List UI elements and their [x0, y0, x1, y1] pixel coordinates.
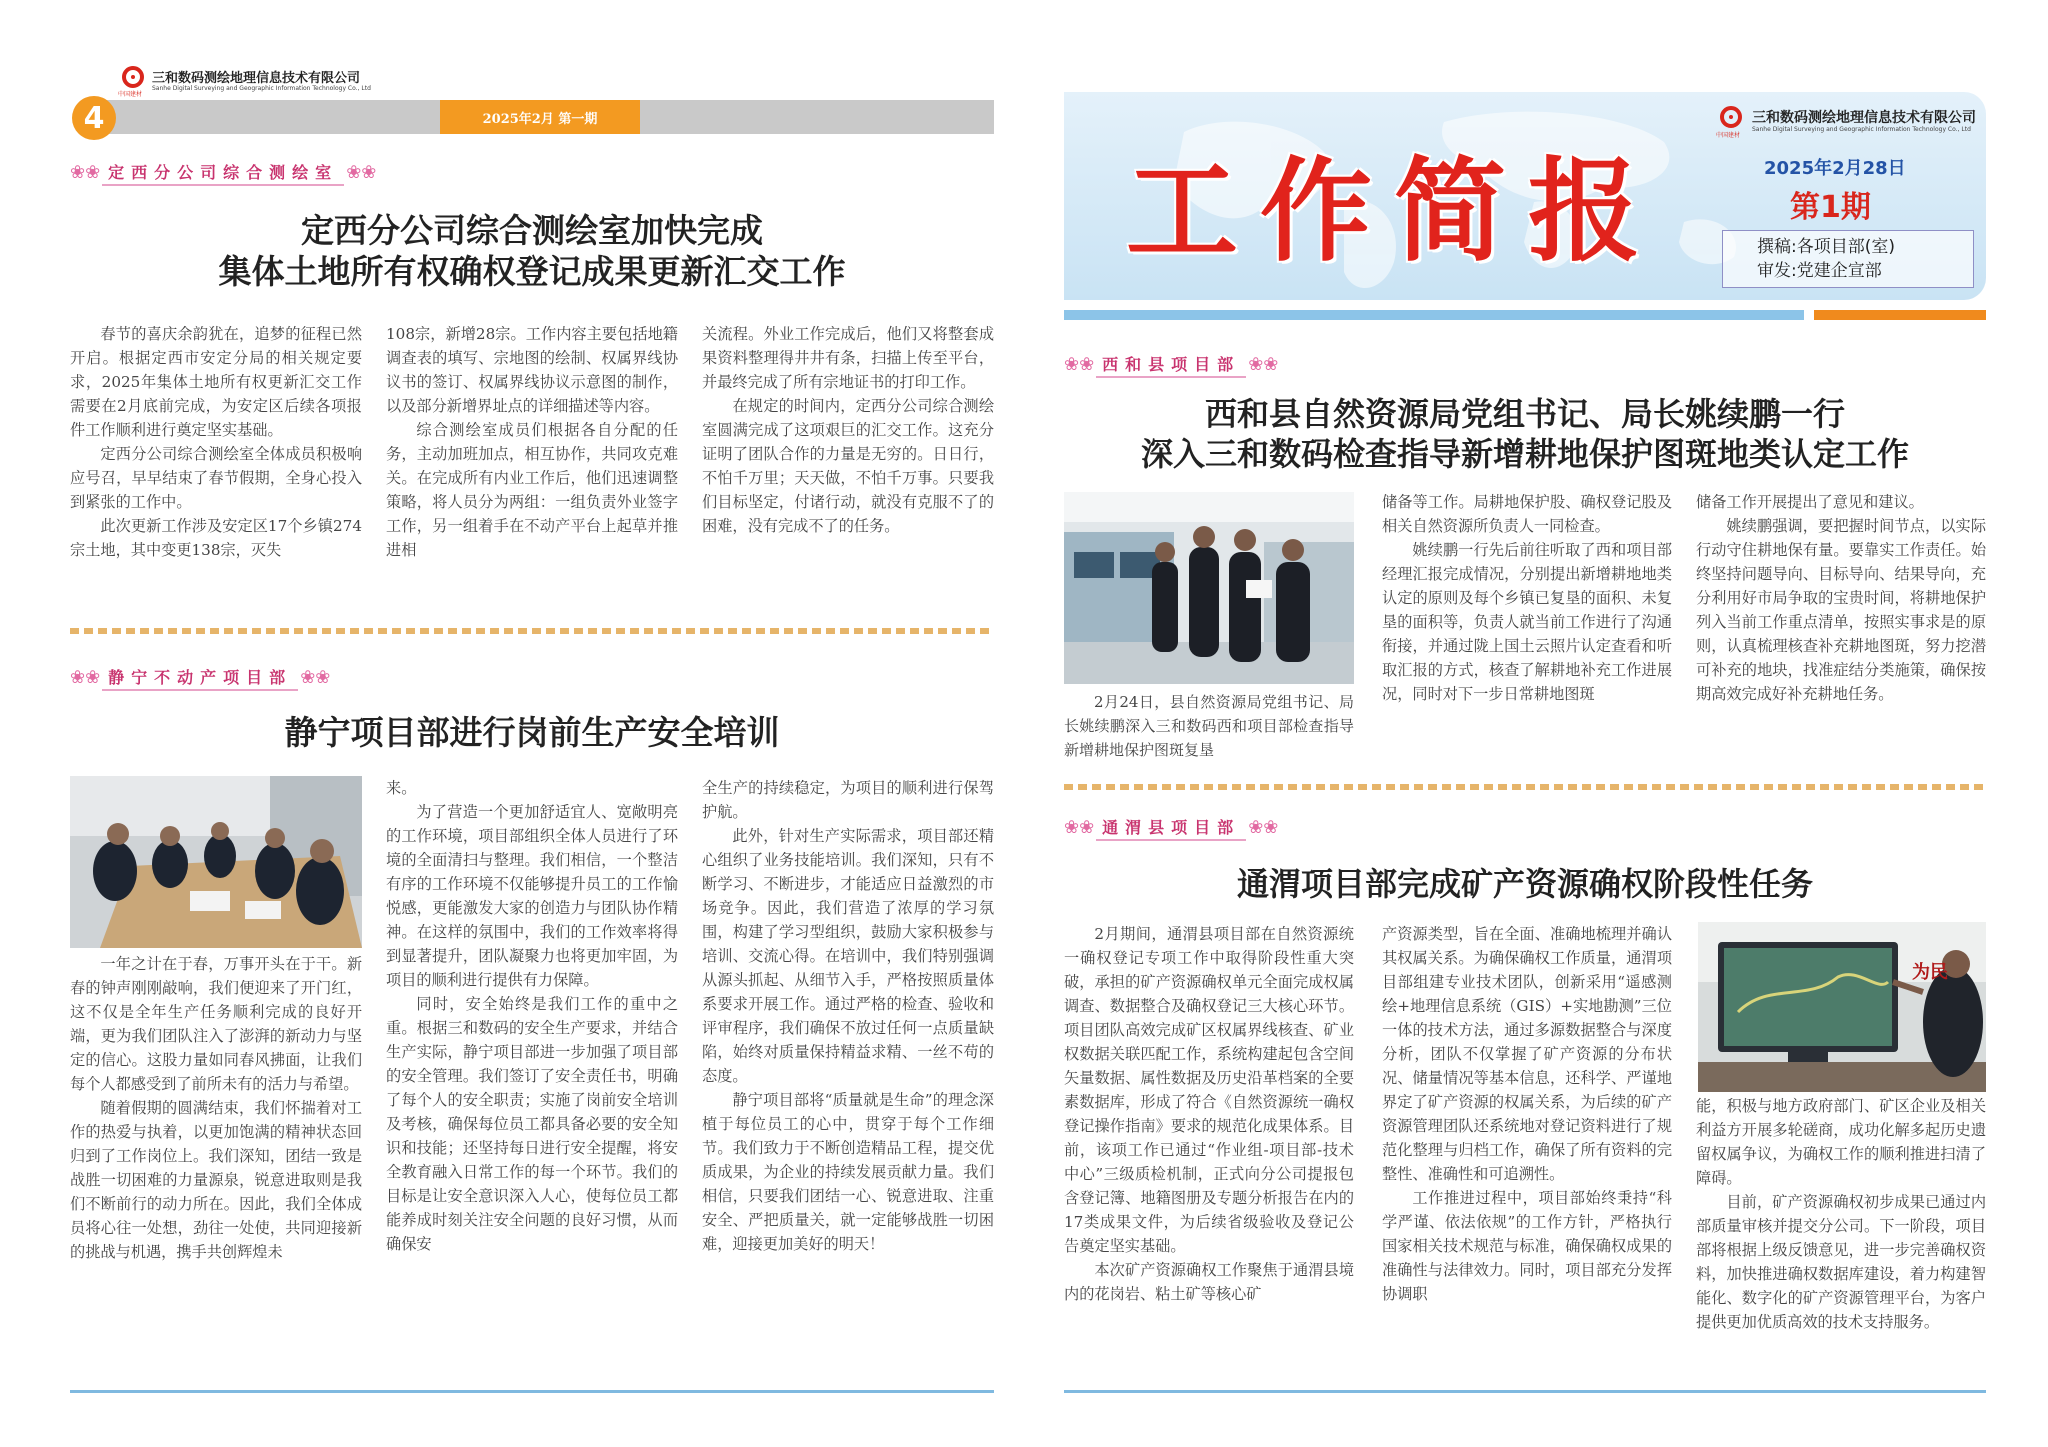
company-logo-icon	[122, 66, 144, 88]
flower-ornament-icon: ❀❀	[346, 162, 377, 183]
article-column: 来。 为了营造一个更加舒适宜人、宽敞明亮的工作环境，项目部组织全体人员进行了环境的全面清扫与整理。我们相信，一个整洁有序的工作环境不仅能够提升员工的工作愉悦感，更能激发大家的创造力与团队协作精神。在这样的氛围中，我们的工作效率将得到显著提升，团队凝聚力也将更加牢固，为项目的顺利进行提供有力保障。 同时，安全始终是我们工作的重中之重。根据三和数码的安全生产要求，并结合生产实际，静宁项目部进一步加强了项目部的安全管理。我们签订了安全责任书，明确了每个人的安全职责；实施了岗前安全培训及考核，确保每位员工都具备必要的安全知识和技能；还坚持每日进行安全提醒，将安全教育融入日常工作的每一个环节。我们的目标是让安全意识深入人心，使每位员工都能养成时刻关注安全问题的良好习惯，从而确保安	[386, 779, 678, 1253]
flower-ornament-icon: ❀❀	[1248, 354, 1279, 375]
article-title-jingning: 静宁项目部进行岗前生产安全培训	[284, 713, 780, 752]
author-line: 撰稿:各项目部(室)	[1757, 237, 1895, 257]
article-column: 春节的喜庆余韵犹在，追梦的征程已然开启。根据定西市安定分局的相关规定要求，2025年集体土地所有权更新汇交工作需要在2月底前完成，为安定区后续各项报件工作顺利进行奠定坚实基础。 定西分公司综合测绘室全体成员积极响应号召，早早结束了春节假期，全身心投入到紧张的工作中。 此次更新工作涉及安定区17个乡镇274宗土地，其中变更138宗，灭失	[70, 325, 362, 559]
photo-inspection	[1064, 492, 1354, 684]
meeting-photo-image	[70, 776, 362, 948]
section-divider	[70, 628, 994, 634]
section-divider	[1064, 784, 1986, 790]
flower-ornament-icon: ❀❀	[1248, 817, 1279, 838]
page-number: 4	[72, 96, 116, 140]
bottom-rule-right	[1064, 1390, 1986, 1393]
flower-ornament-icon: ❀❀	[300, 667, 331, 688]
company-name-cn: 三和数码测绘地理信息技术有限公司	[1752, 110, 1976, 126]
article-title-dingxi: 定西分公司综合测绘室加快完成 集体土地所有权确权登记成果更新汇交工作	[218, 211, 846, 292]
article-column: 全生产的持续稳定，为项目的顺利进行保驾护航。 此外，针对生产实际需求，项目部还精心组织了业务技能培训。我们深知，只有不断学习、不断进步，才能适应日益激烈的市场竞争。因此，我们营造了浓厚的学习氛围，构建了学习型组织，鼓励大家积极参与培训、交流心得。在培训中，我们特别强调从源头抓起、从细节入手，严格按照质量体系要求开展工作。通过严格的检查、验收和评审程序，我们确保不放过任何一点质量缺陷，始终对质量保持精益求精、一丝不苟的态度。 静宁项目部将“质量就是生命”的理念深植于每位员工的心中，贯穿于每个工作细节。我们致力于不断创造精品工程，提交优质成果，为企业的持续发展贡献力量。我们相信，只要我们团结一心、锐意进取、注重安全、严把质量关，就一定能够战胜一切困难，迎接更加美好的明天！	[702, 779, 994, 1253]
article-column: 108宗，新增28宗。工作内容主要包括地籍调查表的填写、宗地图的绘制、权属界线协议书的签订、权属界线协议示意图的制作，以及部分新增界址点的详细描述等内容。 综合测绘室成员们根据各自分配的任务，主动加班加点，相互协作，共同攻克难关。在完成所有内业工作后，他们迅速调整策略，将人员分为两组：一组负责外业签字工作，另一组着手在不动产平台上起草并推进相	[386, 325, 678, 559]
article-column: 储备工作开展提出了意见和建议。 姚续鹏强调，要把握时间节点，以实际行动守住耕地保有量。要靠实工作责任。始终坚持问题导向、目标导向、结果导向，充分利用好市局争取的宝贵时间，将耕地保护列入当前工作重点清单，按照实事求是的原则，认真梳理核查补充耕地图斑，努力挖潜可补充的地块，找准症结分类施策，确保按期高效完成好补充耕地任务。	[1696, 493, 1986, 703]
flower-ornament-icon: ❀❀	[1064, 817, 1095, 838]
photo-caption-xihe: 2月24日，县自然资源局党组书记、局长姚续鹏深入三和数码西和项目部检查指导新增耕地保护图斑复垦	[1064, 693, 1354, 759]
masthead-date: 2025年2月28日	[1764, 158, 1906, 179]
article-column: 2月期间，通渭县项目部在自然资源统一确权登记专项工作中取得阶段性重大突破，承担的矿产资源确权单元全面完成权属调查、数据整合及确权登记三大核心环节。项目团队高效完成矿区权属界线核查、矿业权数据关联匹配工作，系统构建起包含空间矢量数据、属性数据及历史沿革档案的全要素数据库，形成了符合《自然资源统一确权登记操作指南》要求的规范化成果体系。目前，该项工作已通过“作业组-项目部-技术中心”三级质检机制，正式向分公司提报包含登记簿、地籍图册及专题分析报告在内的17类成果文件，为后续省级验收及登记公告奠定坚实基础。 本次矿产资源确权工作聚焦于通渭县境内的花岗岩、粘土矿等核心矿	[1064, 925, 1354, 1303]
company-name-en: Sanhe Digital Surveying and Geographic Information Technology Co., Ltd	[152, 85, 371, 92]
masthead	[1064, 92, 1986, 300]
article-column: 关流程。外业工作完成后，他们又将整套成果资料整理得井井有条，扫描上传至平台，并最终完成了所有宗地证书的打印工作。 在规定的时间内，定西分公司综合测绘室圆满完成了这项艰巨的汇交工作。这充分证明了团队合作的力量是无穷的。日日行，不怕千万里；天天做，不怕千万事。只要我们目标坚定，付诸行动，就没有克服不了的困难，没有完成不了的任务。	[702, 325, 994, 535]
flower-ornament-icon: ❀❀	[1064, 354, 1095, 375]
inspection-photo-image	[1064, 492, 1354, 684]
photo-gis-screen	[1698, 922, 1986, 1092]
masthead-issue: 第1期	[1790, 190, 1871, 225]
article-column: 储备等工作。局耕地保护股、确权登记股及相关自然资源所负责人一同检查。 姚续鹏一行先后前往听取了西和项目部经理汇报完成情况，分别提出新增耕地地类认定的原则及每个乡镇已复垦的面积、未复垦的面积等，负责人就当前工作进行了沟通衔接，并通过陇上国土云照片认定查看和听取汇报的方式，核查了解耕地补充工作进展况，同时对下一步日常耕地图斑	[1382, 493, 1672, 703]
masthead-rule-blue	[1064, 310, 1804, 320]
company-name-cn: 三和数码测绘地理信息技术有限公司	[152, 71, 361, 86]
section-tag-label: 西和县项目部	[1096, 352, 1246, 378]
masthead-title: 工作简报	[1126, 147, 1662, 277]
article-column: 一年之计在于春，万事开头在于干。新春的钟声刚刚敲响，我们便迎来了开门红，这不仅是全年生产任务顺利完成的良好开端，更为我们团队注入了澎湃的新动力与坚定的信心。这股力量如同春风拂面，让我们每个人都感受到了前所未有的活力与希望。 随着假期的圆满结束，我们怀揣着对工作的热爱与执着，以更加饱满的精神状态回归到了工作岗位上。我们深知，团结一致是战胜一切困难的力量源泉，锐意进取则是我们不断前行的动力所在。因此，我们全体成员将心往一处想，劲往一处使，共同迎接新的挑战与机遇，携手共创辉煌未	[70, 955, 362, 1261]
gis-photo-image	[1698, 922, 1986, 1092]
photo-meeting	[70, 776, 362, 948]
company-logo-icon	[1720, 106, 1742, 128]
article-title-tongwei: 通渭项目部完成矿产资源确权阶段性任务	[1236, 865, 1813, 903]
masthead-rule-orange	[1814, 310, 1986, 320]
logo-sub-label: 中国建材	[1716, 132, 1741, 139]
section-tag-label: 定西分公司综合测绘室	[102, 160, 344, 186]
left-company-logo	[118, 66, 378, 96]
article-column: 产资源类型，旨在全面、准确地梳理并确认其权属关系。为确保确权工作质量，通渭项目部组建专业技术团队，创新采用“遥感测绘+地理信息系统（GIS）+实地勘测”三位一体的技术方法，通过多源数据整合与深度分析，团队不仅掌握了矿产资源的分布状况、储量情况等基本信息，还科学、严谨地界定了矿产资源的权属关系，为后续的矿产资源管理团队还系统地对登记资料进行了规范化整理与归档工作，确保了所有资料的完整性、准确性和可追溯性。 工作推进过程中，项目部始终秉持“科学严谨、依法依规”的工作方针，严格执行国家相关技术规范与标准，确保确权成果的准确性与法律效力。同时，项目部充分发挥协调职	[1382, 925, 1672, 1303]
company-name-en: Sanhe Digital Surveying and Geographic Information Technology Co., Ltd	[1752, 126, 1971, 133]
section-tag-label: 通渭县项目部	[1096, 815, 1246, 841]
logo-sub-label: 中国建材	[118, 91, 143, 98]
section-tag-tongwei	[1064, 815, 1278, 841]
bottom-rule-left	[70, 1390, 994, 1393]
section-tag-label: 静宁不动产项目部	[102, 665, 298, 691]
flower-ornament-icon: ❀❀	[70, 162, 101, 183]
article-title-xihe: 西和县自然资源局党组书记、局长姚续鹏一行 深入三和数码检查指导新增耕地保护图斑地类认定工作	[1140, 395, 1909, 473]
section-tag-jingning	[70, 665, 330, 691]
credits-box	[1722, 230, 1974, 288]
left-issue-label: 2025年2月 第一期	[440, 100, 640, 134]
section-tag-xihe	[1064, 352, 1278, 378]
review-line: 审发:党建企宣部	[1757, 261, 1882, 281]
masthead-logo	[1712, 106, 1982, 138]
section-tag-dingxi	[70, 160, 376, 186]
photo-sign-text: 为民	[1912, 962, 1948, 983]
article-column: 能，积极与地方政府部门、矿区企业及相关利益方开展多轮磋商，成功化解多起历史遗留权属争议，为确权工作的顺利推进扫清了障碍。 目前，矿产资源确权初步成果已通过内部质量审核并提交分公司。下一阶段，项目部将根据上级反馈意见，进一步完善确权资料，加快推进确权数据库建设，着力构建智能化、数字化的矿产资源管理平台，为客户提供更加优质高效的技术支持服务。	[1696, 1097, 1986, 1331]
flower-ornament-icon: ❀❀	[70, 667, 101, 688]
